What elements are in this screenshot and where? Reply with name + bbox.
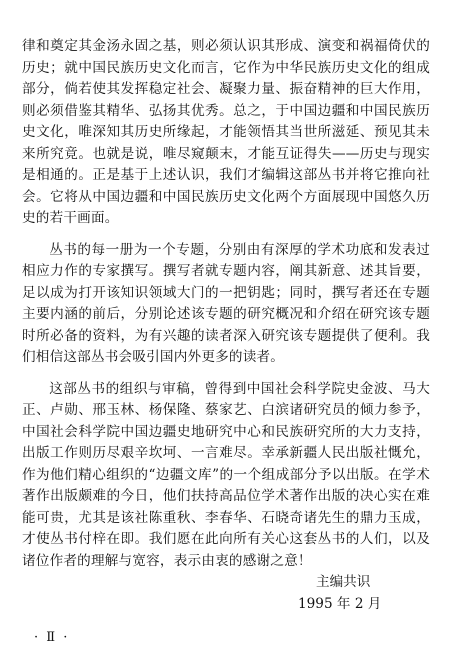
- signature-date: 1995 年 2 月: [298, 596, 382, 612]
- editor-signature: 主编共识: [316, 574, 371, 590]
- paragraph-1: 律和奠定其金汤永固之基，则必须认识其形成、演变和祸福倚伏的历史；就中国民族历史文化而言，它作为中华民族历史文化的组成部分，倘若使其发挥稳定社会、凝聚力量、振奋精神的巨大作用，则必须借鉴其精华、弘扬其优秀。总之，于中国边疆和中国民族历史文化，唯深知其历史所缘起，才能领悟其当世所滋延、预见其未来所究竟。也就是说，唯尽窥颠末，才能互证得失——历史与现实是相通的。正是基于上述认识，我们才编辑这部丛书并将它推向社会。它将从中国边疆和中国民族历史文化两个方面展现中国悠久历史的若干画面。: [22, 38, 430, 226]
- page-number: · Ⅱ ·: [34, 630, 70, 645]
- paragraph-2: 丛书的每一册为一个专题，分别由有深厚的学术功底和发表过相应力作的专家撰写。撰写者就专题内容，阐其新意、述其旨要，足以成为打开该知识领域大门的一把钥匙；同时，撰写者还在专题主要内涵的前后，分别论述该专题的研究概况和介绍在研究该专题时所必备的资料，为有兴趣的读者深入研究该专题提供了便利。我们相信这部丛书会吸引国内外更多的读者。: [22, 241, 430, 365]
- paragraph-gap: [22, 230, 430, 240]
- document-body: [22, 36, 430, 572]
- paragraph-gap: [22, 369, 430, 379]
- paragraph-3: 这部丛书的组织与审稿，曾得到中国社会科学院史金波、马大正、卢勋、邢玉林、杨保隆、蔡家艺、白滨诸研究员的倾力参予，中国社会科学院中国边疆史地研究中心和民族研究所的大力支持，出版工作则历尽艰辛坎坷、一言难尽。幸承新疆人民出版社慨允，作为他们精心组织的“边疆文库”的一个组成部分予以出版。在学术著作出版颇难的今日，他们扶持高品位学术著作出版的决心实在难能可贵，尤其是该社陈重秋、李春华、石晓奇诸先生的鼎力玉成，才使丛书付梓在即。我们愿在此向所有关心这套丛书的人们，以及诸位作者的理解与宽容，表示由衷的感谢之意！: [22, 380, 430, 569]
